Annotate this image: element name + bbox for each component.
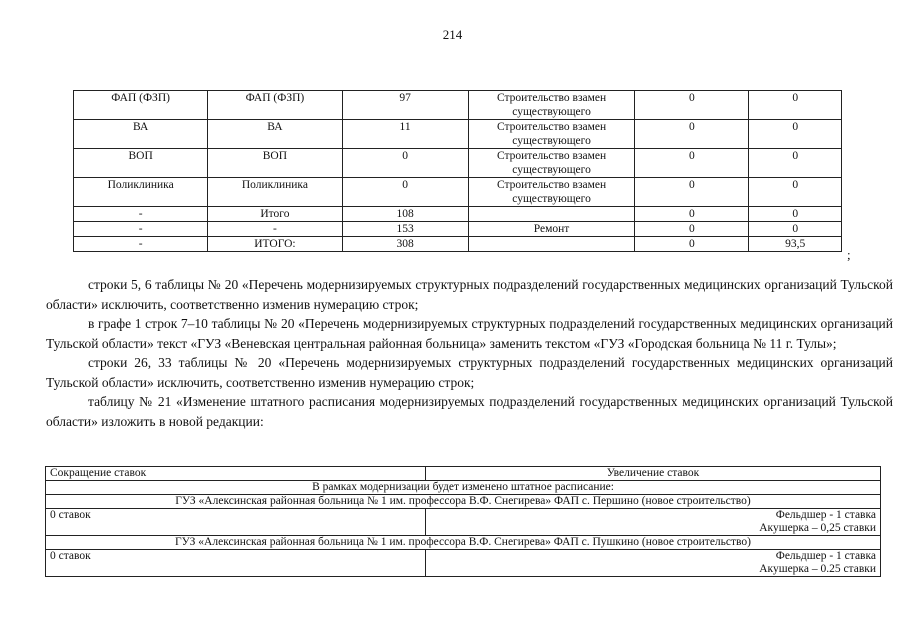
table-cell: ВОП — [208, 149, 342, 178]
table-cell: 0 — [635, 222, 749, 237]
table-cell: Строительство взамен существующего — [468, 91, 635, 120]
table-cell: Ремонт — [468, 222, 635, 237]
header-increase-rates: Увеличение ставок — [426, 467, 881, 481]
table-row — [46, 550, 881, 577]
table-cell — [468, 207, 635, 222]
cut-rates-cell: 0 ставок — [46, 509, 426, 536]
table-row — [46, 509, 881, 536]
staffing-changes-table — [45, 466, 881, 577]
table-row — [74, 120, 842, 149]
paragraph-3: строки 26, 33 таблицы № 20 «Перечень модернизируемых структурных подразделений государственных медицинских организаций Тульской области» исключить, соответственно изменив нумерацию строк; — [46, 355, 893, 390]
table-cell: - — [74, 207, 208, 222]
table-cell: 0 — [635, 91, 749, 120]
table-cell: 0 — [749, 120, 842, 149]
table-cell: 308 — [342, 237, 468, 252]
table-cell: - — [74, 237, 208, 252]
organization-title: ГУЗ «Алексинская районная больница № 1 им. профессора В.Ф. Снегирева» ФАП с. Пушкино (новое строительство) — [46, 536, 881, 550]
rate-line: Фельдшер - 1 ставка — [775, 509, 876, 521]
table-cell: ФАП (ФЗП) — [74, 91, 208, 120]
cut-rates-cell: 0 ставок — [46, 550, 426, 577]
table-cell: 108 — [342, 207, 468, 222]
table-cell: 0 — [635, 237, 749, 252]
table-cell — [468, 237, 635, 252]
table-cell: 0 — [749, 91, 842, 120]
table-cell: 11 — [342, 120, 468, 149]
table-cell: 0 — [635, 178, 749, 207]
organization-title: ГУЗ «Алексинская районная больница № 1 им. профессора В.Ф. Снегирева» ФАП с. Першино (новое строительство) — [46, 495, 881, 509]
table-row — [74, 91, 842, 120]
increase-rates-cell — [426, 550, 881, 577]
table-row — [46, 536, 881, 550]
table-cell: Строительство взамен существующего — [468, 120, 635, 149]
table-row — [46, 481, 881, 495]
table-row — [74, 222, 842, 237]
table-cell: 0 — [749, 222, 842, 237]
rate-line: Акушерка – 0.25 ставки — [759, 563, 876, 575]
table-cell: - — [208, 222, 342, 237]
table-cell: ВА — [74, 120, 208, 149]
amendment-text — [46, 275, 893, 431]
table-cell: ВА — [208, 120, 342, 149]
rate-line: Акушерка – 0,25 ставки — [759, 522, 876, 534]
modernization-note: В рамках модернизации будет изменено штатное расписание: — [46, 481, 881, 495]
table-cell: 0 — [635, 149, 749, 178]
table-cell: ФАП (ФЗП) — [208, 91, 342, 120]
table-cell: Поликлиника — [74, 178, 208, 207]
table-cell: Итого — [208, 207, 342, 222]
increase-rates-cell — [426, 509, 881, 536]
table-cell: Строительство взамен существующего — [468, 178, 635, 207]
table-cell: 0 — [635, 120, 749, 149]
table-row — [46, 495, 881, 509]
table-cell: 0 — [342, 178, 468, 207]
table-cell: Поликлиника — [208, 178, 342, 207]
table-cell: 0 — [749, 149, 842, 178]
facilities-table — [73, 90, 842, 252]
table-cell: 0 — [749, 207, 842, 222]
table-cell: 153 — [342, 222, 468, 237]
table-cell: 0 — [635, 207, 749, 222]
table-row — [74, 178, 842, 207]
table-trailing-semicolon: ; — [847, 247, 851, 262]
paragraph-2: в графе 1 строк 7–10 таблицы № 20 «Перечень модернизируемых структурных подразделений государственных медицинских организаций Тульской области» текст «ГУЗ «Веневская центральная районная больница» заменить текстом «ГУЗ «Городская больница № 11 г. Тулы»; — [46, 316, 893, 351]
table-cell: 93,5 — [749, 237, 842, 252]
table-cell: ВОП — [74, 149, 208, 178]
table-cell: Строительство взамен существующего — [468, 149, 635, 178]
header-cut-rates: Сокращение ставок — [46, 467, 426, 481]
table-row — [74, 207, 842, 222]
table-cell: ИТОГО: — [208, 237, 342, 252]
table-cell: 97 — [342, 91, 468, 120]
page-number: 214 — [442, 27, 463, 42]
paragraph-1: строки 5, 6 таблицы № 20 «Перечень модернизируемых структурных подразделений государственных медицинских организаций Тульской области» исключить, соответственно изменив нумерацию строк; — [46, 277, 893, 312]
table-row — [74, 149, 842, 178]
paragraph-4: таблицу № 21 «Изменение штатного расписания модернизируемых подразделений государственных медицинских организаций Тульской области» изложить в новой редакции: — [46, 394, 893, 429]
table-cell: 0 — [342, 149, 468, 178]
table-header-row — [46, 467, 881, 481]
table-row — [74, 237, 842, 252]
table-cell: - — [74, 222, 208, 237]
rate-line: Фельдшер - 1 ставка — [775, 550, 876, 562]
table-cell: 0 — [749, 178, 842, 207]
